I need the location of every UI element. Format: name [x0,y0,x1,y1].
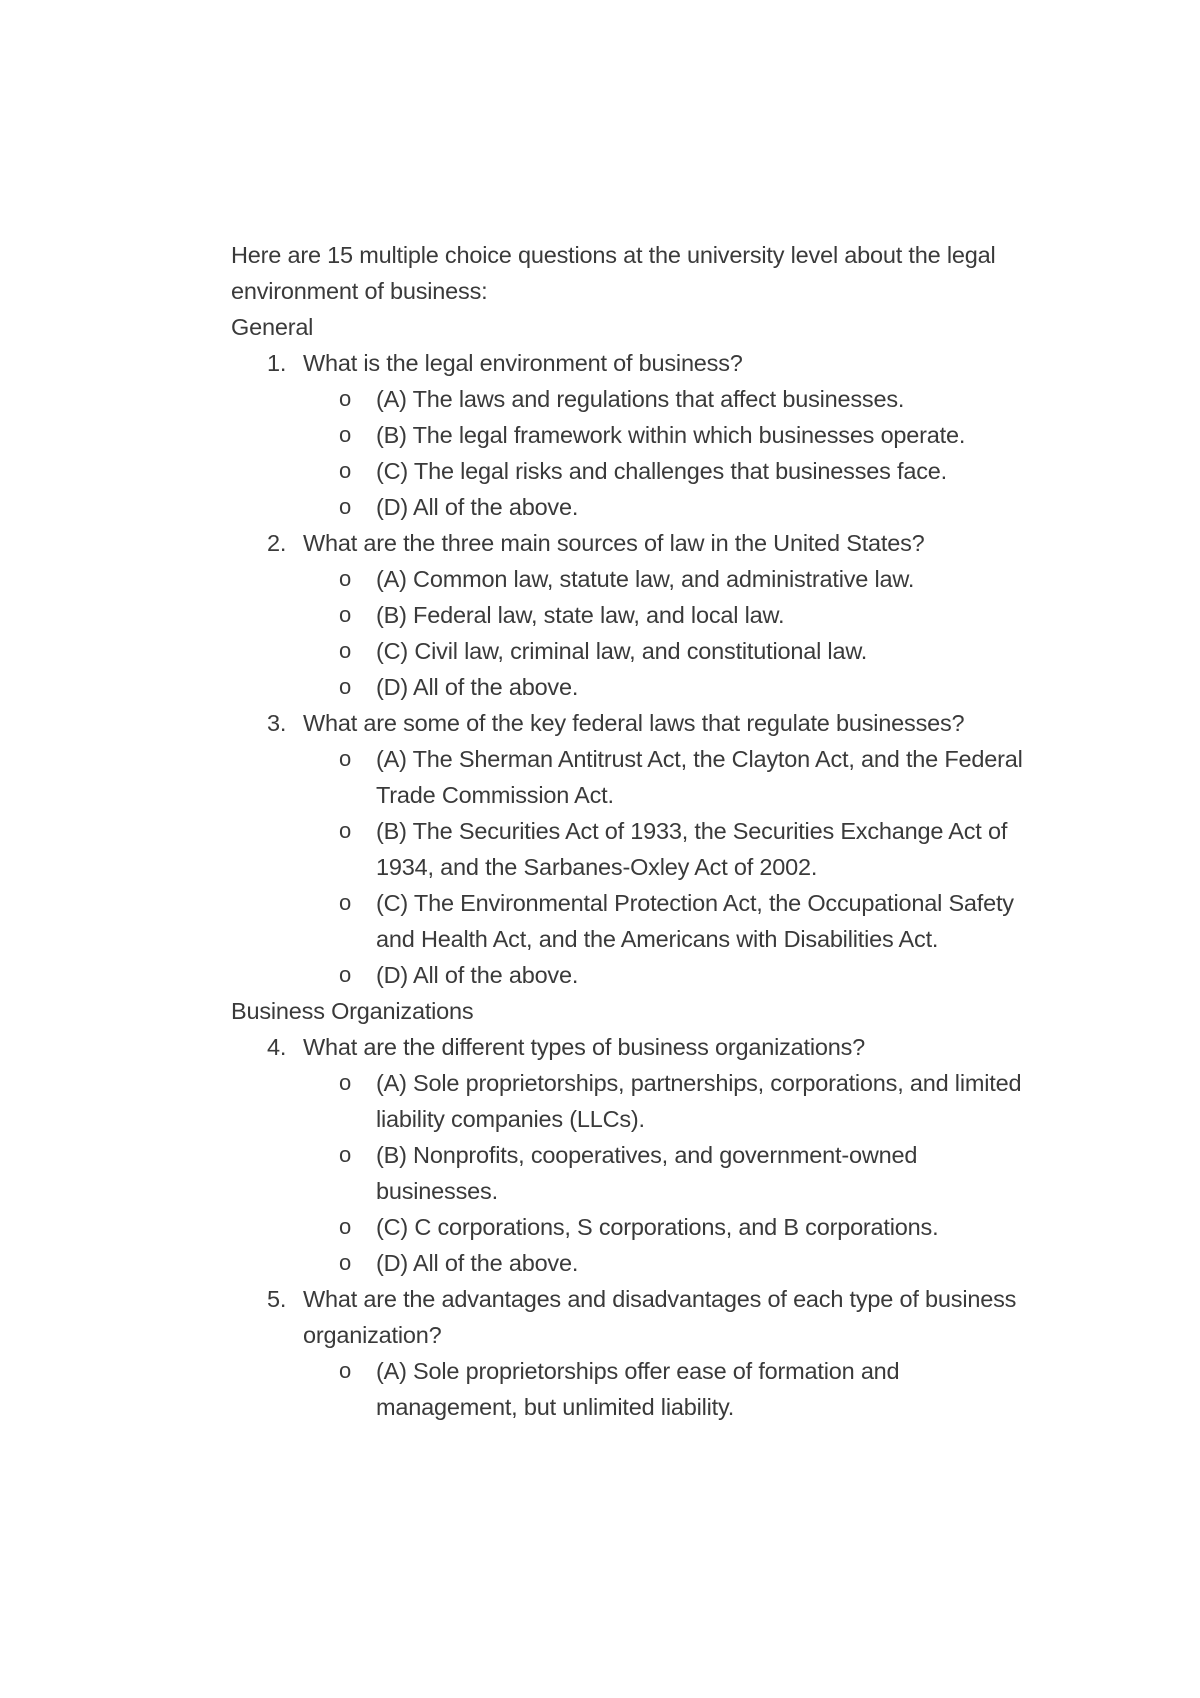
option-text: (A) Sole proprietorships offer ease of formation and management, but unlimited liability. [376,1358,900,1420]
section-title: Business Organizations [231,998,474,1024]
question-item [231,345,1031,525]
option-item [303,669,1031,705]
question-item [231,1029,1031,1281]
bullet-icon: o [339,494,352,519]
document-body [231,237,1031,1425]
option-text: (B) Federal law, state law, and local law. [376,602,785,628]
question-number: 1. [267,350,287,376]
option-item [303,741,1031,813]
option-text: (C) The Environmental Protection Act, the Occupational Safety and Health Act, and the Americans with Disabilities Act. [376,890,1014,952]
bullet-icon: o [339,566,352,591]
option-text: (D) All of the above. [376,1250,579,1276]
option-text: (B) Nonprofits, cooperatives, and government-owned businesses. [376,1142,918,1204]
question-list [231,1029,1031,1425]
option-text: (D) All of the above. [376,674,579,700]
option-item [303,1065,1031,1137]
option-text: (C) The legal risks and challenges that businesses face. [376,458,947,484]
question-text: What is the legal environment of business? [303,350,743,376]
question-text: What are some of the key federal laws that regulate businesses? [303,710,965,736]
bullet-icon: o [339,1070,352,1095]
option-item [303,1353,1031,1425]
option-text: (A) The Sherman Antitrust Act, the Clayton Act, and the Federal Trade Commission Act. [376,746,1023,808]
bullet-icon: o [339,422,352,447]
bullet-icon: o [339,386,352,411]
option-text: (A) The laws and regulations that affect businesses. [376,386,905,412]
option-text: (D) All of the above. [376,494,579,520]
option-text: (B) The legal framework within which businesses operate. [376,422,966,448]
section-general [231,309,1031,993]
bullet-icon: o [339,638,352,663]
question-item [231,525,1031,705]
option-list [303,741,1031,993]
intro-paragraph: Here are 15 multiple choice questions at the university level about the legal environment of business: [231,242,996,304]
option-item [303,561,1031,597]
bullet-icon: o [339,674,352,699]
option-item [303,633,1031,669]
option-list [303,1065,1031,1281]
option-item [303,453,1031,489]
bullet-icon: o [339,962,352,987]
option-item [303,1209,1031,1245]
section-title: General [231,314,314,340]
bullet-icon: o [339,1250,352,1275]
bullet-icon: o [339,818,352,843]
question-text: What are the different types of business organizations? [303,1034,866,1060]
option-list [303,1353,1031,1425]
option-item [303,885,1031,957]
question-item [231,705,1031,993]
option-text: (D) All of the above. [376,962,579,988]
option-item [303,417,1031,453]
bullet-icon: o [339,746,352,771]
bullet-icon: o [339,1358,352,1383]
option-text: (A) Common law, statute law, and administrative law. [376,566,915,592]
question-number: 3. [267,710,287,736]
option-item [303,1137,1031,1209]
option-list [303,561,1031,705]
option-text: (A) Sole proprietorships, partnerships, corporations, and limited liability companies (LLCs). [376,1070,1022,1132]
option-text: (C) C corporations, S corporations, and B corporations. [376,1214,939,1240]
option-text: (C) Civil law, criminal law, and constitutional law. [376,638,868,664]
bullet-icon: o [339,1214,352,1239]
option-item [303,1245,1031,1281]
question-number: 5. [267,1286,287,1312]
question-number: 2. [267,530,287,556]
option-item [303,381,1031,417]
option-item [303,813,1031,885]
option-item [303,957,1031,993]
option-item [303,597,1031,633]
section-business-organizations [231,993,1031,1425]
question-list [231,345,1031,993]
question-item [231,1281,1031,1425]
option-list [303,381,1031,525]
question-text: What are the three main sources of law in the United States? [303,530,925,556]
bullet-icon: o [339,890,352,915]
bullet-icon: o [339,1142,352,1167]
option-item [303,489,1031,525]
question-number: 4. [267,1034,287,1060]
bullet-icon: o [339,458,352,483]
option-text: (B) The Securities Act of 1933, the Securities Exchange Act of 1934, and the Sarbanes-Oxley Act of 2002. [376,818,1008,880]
question-text: What are the advantages and disadvantages of each type of business organization? [303,1286,1017,1348]
bullet-icon: o [339,602,352,627]
